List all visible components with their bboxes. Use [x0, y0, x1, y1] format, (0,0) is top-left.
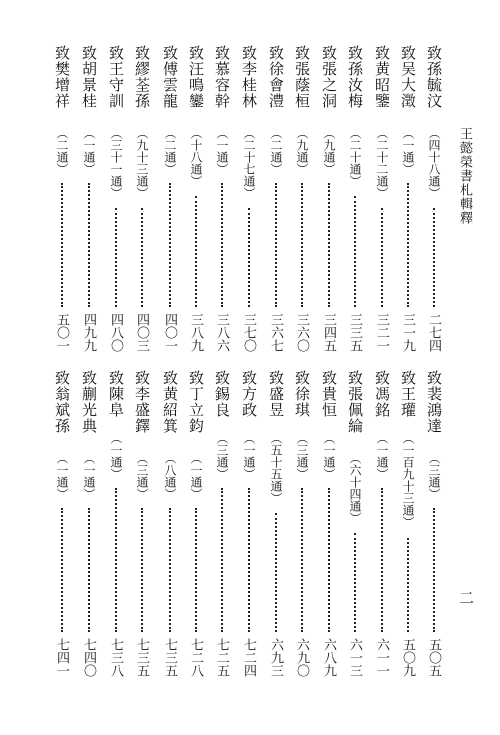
dot-leader — [328, 488, 330, 632]
entry-recipient: 致黄昭鑒 — [373, 45, 391, 109]
entry-recipient: 致蒯光典 — [80, 370, 98, 434]
toc-entry — [237, 45, 261, 355]
entry-letter-count: （三通） — [427, 452, 441, 500]
toc-entry — [50, 370, 74, 680]
entry-page-number: 四九九 — [81, 313, 96, 352]
entry-recipient: 致丁立鈞 — [187, 370, 205, 434]
dot-leader — [88, 183, 90, 307]
toc-entry — [396, 45, 420, 355]
dot-leader — [115, 208, 117, 307]
entry-page-number: 七四一 — [54, 638, 69, 677]
entry-recipient: 致陳阜 — [107, 370, 125, 418]
entry-recipient: 致吴大澂 — [399, 45, 417, 109]
entry-letter-count: （二十七通） — [242, 127, 256, 199]
entry-page-number: 七二五 — [214, 638, 229, 677]
dot-leader — [221, 488, 223, 632]
entry-letter-count: （一通） — [82, 452, 96, 500]
entry-page-number: 五〇五 — [426, 638, 441, 677]
dot-leader — [354, 533, 356, 632]
entry-page-number: 三八九 — [188, 313, 203, 352]
dot-leader — [195, 508, 197, 632]
entry-page-number: 三七〇 — [241, 313, 256, 352]
entry-recipient: 致孫汝梅 — [346, 45, 364, 109]
entry-recipient: 致裴鴻達 — [425, 370, 443, 434]
dot-leader — [61, 508, 63, 632]
entry-recipient: 致張蔭桓 — [293, 45, 311, 109]
entry-letter-count: （三通） — [215, 432, 229, 480]
entry-letter-count: （二十通） — [348, 127, 362, 187]
entry-letter-count: （一通） — [242, 432, 256, 480]
entry-page-number: 三一九 — [400, 313, 415, 352]
toc-entry — [184, 370, 208, 680]
entry-page-number: 六一一 — [374, 638, 389, 677]
toc-section-upper — [0, 45, 500, 355]
dot-leader — [169, 183, 171, 307]
entry-recipient: 致盛昱 — [267, 370, 285, 418]
entry-recipient: 致徐會澧 — [267, 45, 285, 109]
entry-page-number: 五〇一 — [54, 313, 69, 352]
page-number: 二 — [457, 590, 475, 605]
entry-page-number: 三四五 — [321, 313, 336, 352]
toc-entry — [210, 45, 234, 355]
entry-recipient: 致方政 — [240, 370, 258, 418]
entry-recipient: 致徐琪 — [293, 370, 311, 418]
entry-letter-count: （三通） — [295, 432, 309, 480]
dot-leader — [433, 208, 435, 307]
entry-page-number: 四八〇 — [108, 313, 123, 352]
entry-letter-count: （四十八通） — [427, 127, 441, 199]
toc-entry — [343, 45, 367, 355]
entry-page-number: 五〇九 — [400, 638, 415, 677]
dot-leader — [169, 508, 171, 632]
entry-letter-count: （三十一通） — [109, 127, 123, 199]
entry-page-number: 六八九 — [321, 638, 336, 677]
entry-page-number: 七二八 — [188, 638, 203, 677]
dot-leader — [141, 508, 143, 632]
entry-recipient: 致李桂林 — [240, 45, 258, 109]
toc-entry — [184, 45, 208, 355]
toc-entry — [130, 370, 154, 680]
entry-recipient: 致錫良 — [213, 370, 231, 418]
dot-leader — [248, 488, 250, 632]
dot-leader — [275, 513, 277, 632]
entry-letter-count: （十八通） — [189, 127, 203, 187]
entry-recipient: 致王瓘 — [399, 370, 417, 418]
toc-entry — [264, 370, 288, 680]
toc-entry — [264, 45, 288, 355]
toc-section-lower — [0, 370, 500, 680]
entry-recipient: 致樊增祥 — [53, 45, 71, 109]
dot-leader — [407, 183, 409, 307]
entry-letter-count: （一通） — [375, 432, 389, 480]
entry-letter-count: （一通） — [401, 127, 415, 175]
entry-letter-count: （九通） — [322, 127, 336, 175]
toc-entry — [422, 45, 446, 355]
entry-page-number: 三六七 — [268, 313, 283, 352]
entry-letter-count: （一通） — [82, 127, 96, 175]
entry-recipient: 致張佩綸 — [346, 370, 364, 434]
entry-recipient: 致翁斌孫 — [53, 370, 71, 434]
entry-letter-count: （三通） — [135, 452, 149, 500]
dot-leader — [195, 196, 197, 308]
toc-entry — [317, 45, 341, 355]
entry-letter-count: （五十五通） — [269, 432, 283, 504]
entry-letter-count: （六十四通） — [348, 452, 362, 524]
toc-entry — [104, 45, 128, 355]
dot-leader — [115, 488, 117, 632]
dot-leader — [301, 488, 303, 632]
dot-leader — [141, 208, 143, 307]
entry-page-number: 三三五 — [347, 313, 362, 352]
toc-entry — [158, 45, 182, 355]
entry-page-number: 二七四 — [426, 313, 441, 352]
toc-entry — [104, 370, 128, 680]
entry-recipient: 致孫毓汶 — [425, 45, 443, 109]
toc-entry — [158, 370, 182, 680]
entry-letter-count: （九十三通） — [135, 127, 149, 199]
entry-letter-count: （一百九十三通） — [401, 432, 415, 528]
toc-entry — [396, 370, 420, 680]
dot-leader — [221, 183, 223, 307]
dot-leader — [354, 196, 356, 308]
entry-page-number: 七三八 — [108, 638, 123, 677]
dot-leader — [61, 183, 63, 307]
entry-page-number: 七三五 — [162, 638, 177, 677]
entry-letter-count: （一通） — [109, 432, 123, 480]
toc-entry — [290, 370, 314, 680]
dot-leader — [381, 208, 383, 307]
entry-page-number: 四〇一 — [162, 313, 177, 352]
toc-entry — [77, 45, 101, 355]
toc-entry — [210, 370, 234, 680]
entry-letter-count: （八通） — [163, 452, 177, 500]
dot-leader — [407, 538, 409, 632]
toc-entry — [317, 370, 341, 680]
entry-page-number: 三六〇 — [294, 313, 309, 352]
entry-recipient: 致傅雲龍 — [161, 45, 179, 109]
dot-leader — [248, 208, 250, 307]
entry-letter-count: （一通） — [189, 452, 203, 500]
entry-page-number: 七三五 — [134, 638, 149, 677]
dot-leader — [301, 183, 303, 307]
dot-leader — [381, 488, 383, 632]
entry-recipient: 致李盛鐸 — [133, 370, 151, 434]
entry-recipient: 致胡景桂 — [80, 45, 98, 109]
entry-letter-count: （九通） — [295, 127, 309, 175]
entry-letter-count: （二通） — [55, 127, 69, 175]
toc-entry — [422, 370, 446, 680]
dot-leader — [433, 508, 435, 632]
entry-recipient: 致馮銘 — [373, 370, 391, 418]
entry-page-number: 六一三 — [347, 638, 362, 677]
toc-entry — [343, 370, 367, 680]
entry-letter-count: （二通） — [163, 127, 177, 175]
entry-recipient: 致黄紹箕 — [161, 370, 179, 434]
toc-entry — [370, 370, 394, 680]
toc-entry — [370, 45, 394, 355]
entry-letter-count: （二十二通） — [375, 127, 389, 199]
entry-letter-count: （一通） — [322, 432, 336, 480]
entry-recipient: 致慕容幹 — [213, 45, 231, 109]
toc-entry — [130, 45, 154, 355]
entry-recipient: 致汪鳴鑾 — [187, 45, 205, 109]
entry-page-number: 七四〇 — [81, 638, 96, 677]
entry-recipient: 致王守訓 — [107, 45, 125, 109]
toc-entry — [50, 45, 74, 355]
toc-entry — [290, 45, 314, 355]
entry-letter-count: （一通） — [215, 127, 229, 175]
entry-page-number: 六九三 — [268, 638, 283, 677]
entry-recipient: 致繆荃孫 — [133, 45, 151, 109]
toc-entry — [77, 370, 101, 680]
dot-leader — [275, 183, 277, 307]
dot-leader — [88, 508, 90, 632]
entry-letter-count: （一通） — [55, 452, 69, 500]
running-header-title: 王懿榮書札輯釋 — [457, 127, 472, 225]
entry-page-number: 七二四 — [241, 638, 256, 677]
toc-entry — [237, 370, 261, 680]
entry-recipient: 致貴恒 — [320, 370, 338, 418]
entry-recipient: 致張之洞 — [320, 45, 338, 109]
entry-page-number: 六九〇 — [294, 638, 309, 677]
entry-page-number: 四〇三 — [134, 313, 149, 352]
entry-page-number: 三八六 — [214, 313, 229, 352]
entry-letter-count: （二通） — [269, 127, 283, 175]
dot-leader — [328, 183, 330, 307]
entry-page-number: 三二一 — [374, 313, 389, 352]
